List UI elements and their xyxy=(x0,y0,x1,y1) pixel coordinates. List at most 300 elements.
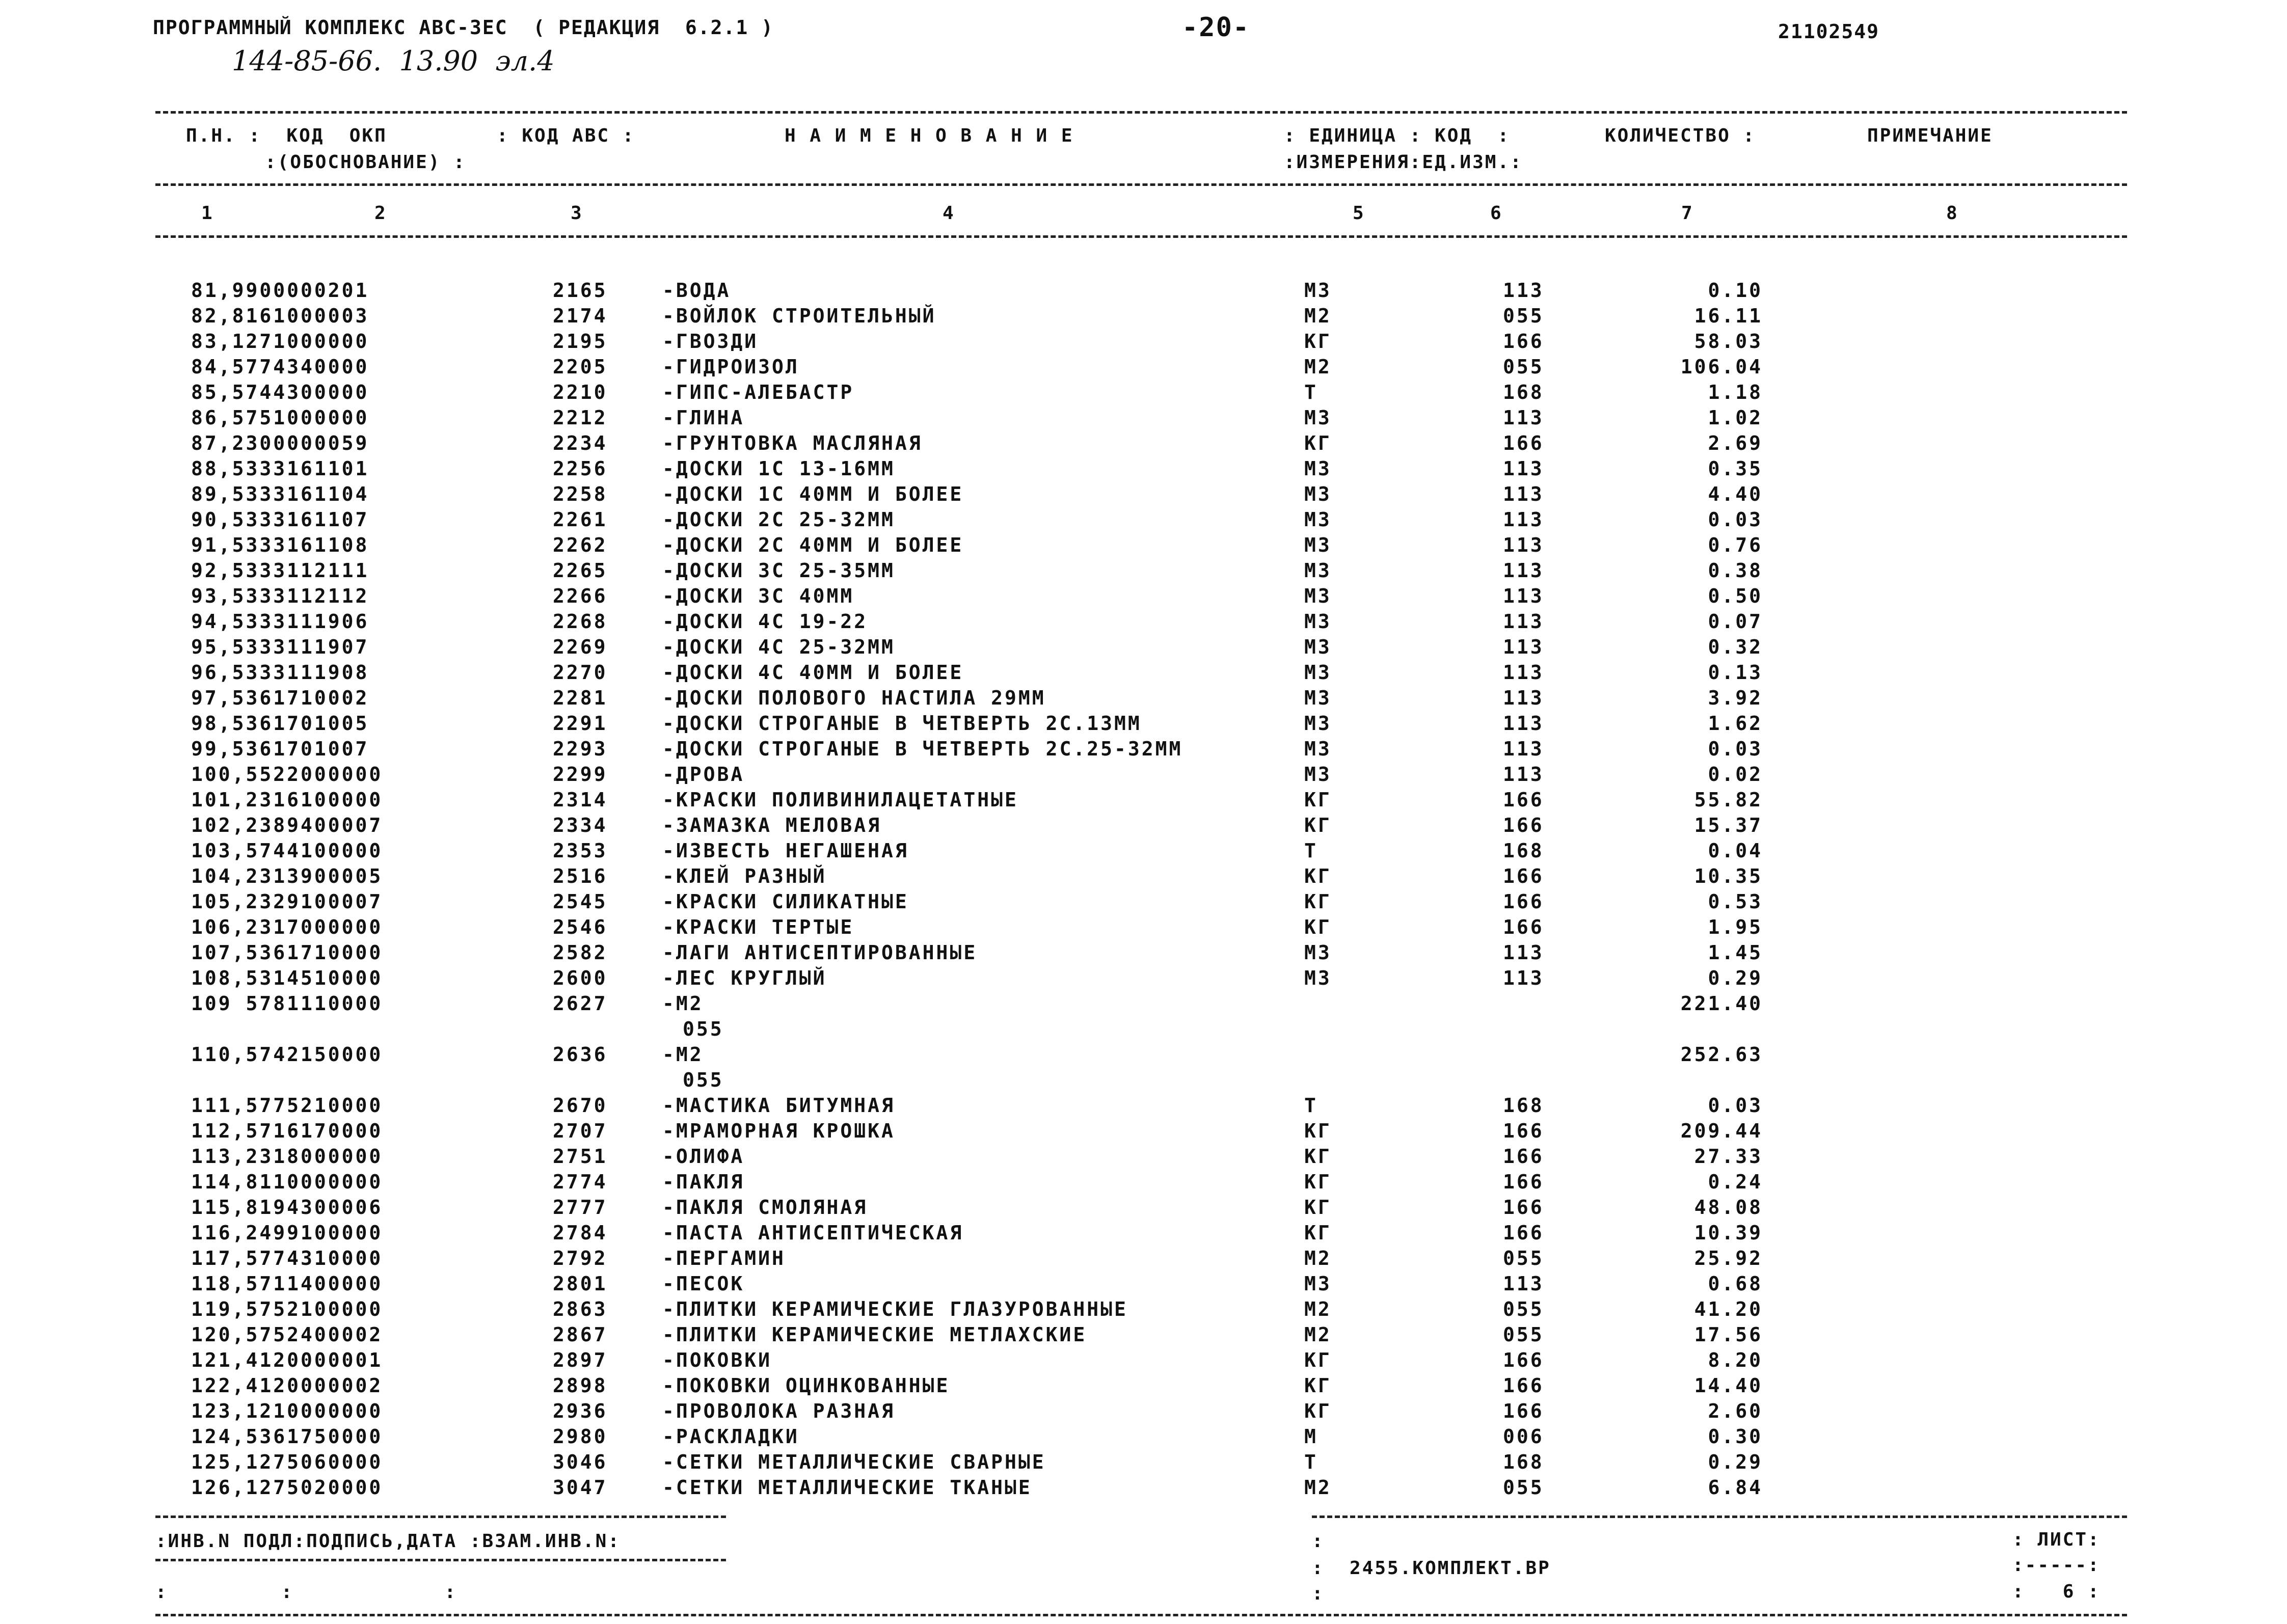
row-unit: КГ xyxy=(1304,865,1332,887)
col-number-8: 8 xyxy=(1946,203,1959,224)
row-unit: КГ xyxy=(1304,1145,1332,1168)
row-name: -КРАСКИ СИЛИКАТНЫЕ xyxy=(662,890,909,913)
row-unit: М3 xyxy=(1304,636,1332,658)
row-name: -ПОКОВКИ xyxy=(662,1349,772,1371)
row-name: -ДОСКИ 4С 40ММ И БОЛЕЕ xyxy=(662,661,964,684)
row-pn-okp: 91,5333161108 xyxy=(191,534,369,556)
row-name: -ГИДРОИЗОЛ xyxy=(662,356,799,378)
row-unit: КГ xyxy=(1304,432,1332,454)
table-row xyxy=(0,610,2287,636)
table-row xyxy=(0,1323,2287,1349)
signature-field-separators: : : : xyxy=(155,1582,458,1603)
row-abc-code: 2174 xyxy=(553,305,608,327)
row-abc-code: 2784 xyxy=(553,1222,608,1244)
table-row xyxy=(0,789,2287,814)
row-pn-okp: 85,5744300000 xyxy=(191,381,369,403)
row-quantity: 58.03 xyxy=(1694,330,1763,353)
row-unit-code: 113 xyxy=(1503,636,1544,658)
row-name: -КРАСКИ ТЕРТЫЕ xyxy=(662,916,854,938)
row-pn-okp: 113,2318000000 xyxy=(191,1145,383,1168)
col-header-name: Н А И М Е Н О В А Н И Е xyxy=(785,125,1074,146)
row-unit: М2 xyxy=(1304,1323,1332,1346)
row-abc-code: 2801 xyxy=(553,1273,608,1295)
row-unit-code: 113 xyxy=(1503,483,1544,505)
row-unit-code: 113 xyxy=(1503,508,1544,531)
row-name: -ДОСКИ 3С 40ММ xyxy=(662,585,854,607)
row-name: -ДРОВА xyxy=(662,763,745,786)
row-quantity: 2.60 xyxy=(1708,1400,1763,1422)
row-quantity: 1.45 xyxy=(1708,941,1763,964)
row-quantity: 1.62 xyxy=(1708,712,1763,735)
row-name: -ПАСТА АНТИСЕПТИЧЕСКАЯ xyxy=(662,1222,964,1244)
row-abc-code: 2600 xyxy=(553,967,608,989)
sheet-number: : 6 : xyxy=(2012,1581,2101,1602)
row-unit: М2 xyxy=(1304,1476,1332,1499)
row-unit-code: 113 xyxy=(1503,941,1544,964)
table-row xyxy=(0,1196,2287,1222)
row-abc-code: 2707 xyxy=(553,1120,608,1142)
table-row xyxy=(0,585,2287,610)
row-unit-code: 166 xyxy=(1503,1400,1544,1422)
row-unit: КГ xyxy=(1304,916,1332,938)
table-row xyxy=(0,636,2287,661)
row-abc-code: 2863 xyxy=(553,1298,608,1320)
table-row xyxy=(0,1451,2287,1476)
col-number-6: 6 xyxy=(1490,203,1503,224)
row-unit-code: 113 xyxy=(1503,279,1544,302)
row-name: -ДОСКИ СТРОГАНЫЕ В ЧЕТВЕРТЬ 2С.25-32ММ xyxy=(662,738,1183,760)
row-name: -ПЕСОК xyxy=(662,1273,745,1295)
row-quantity: 6.84 xyxy=(1708,1476,1763,1499)
footer-colon-bottom: : xyxy=(1312,1583,1325,1604)
row-unit: М3 xyxy=(1304,279,1332,302)
row-pn-okp: 124,5361750000 xyxy=(191,1425,383,1448)
row-abc-code: 2546 xyxy=(553,916,608,938)
row-name: -ГВОЗДИ xyxy=(662,330,759,353)
row-quantity: 209.44 xyxy=(1680,1120,1763,1142)
col-number-2: 2 xyxy=(374,203,387,224)
row-unit-code: 166 xyxy=(1503,330,1544,353)
row-abc-code: 2268 xyxy=(553,610,608,633)
row-quantity: 14.40 xyxy=(1694,1374,1763,1397)
row-unit-code: 006 xyxy=(1503,1425,1544,1448)
row-unit-code: 113 xyxy=(1503,687,1544,709)
row-quantity: 48.08 xyxy=(1694,1196,1763,1219)
row-quantity: 3.92 xyxy=(1708,687,1763,709)
col-header-unit-code-sub: :ИЗМЕРЕНИЯ:ЕД.ИЗМ.: xyxy=(1284,152,1523,173)
table-row xyxy=(0,457,2287,483)
table-row xyxy=(0,1400,2287,1425)
row-pn-okp: 115,8194300006 xyxy=(191,1196,383,1219)
row-name: -СЕТКИ МЕТАЛЛИЧЕСКИЕ ТКАНЫЕ xyxy=(662,1476,1032,1499)
row-name: -ДОСКИ 1С 40ММ И БОЛЕЕ xyxy=(662,483,964,505)
table-row xyxy=(0,559,2287,585)
row-abc-code: 2582 xyxy=(553,941,608,964)
table-row xyxy=(0,1374,2287,1400)
table-row xyxy=(0,712,2287,738)
row-name: -ВОЙЛОК СТРОИТЕЛЬНЫЙ xyxy=(662,305,936,327)
row-abc-code: 2670 xyxy=(553,1094,608,1117)
table-row xyxy=(0,738,2287,763)
row-name: -ДОСКИ 4С 19-22 xyxy=(662,610,868,633)
row-name: -ВОДА xyxy=(662,279,731,302)
table-row xyxy=(0,1222,2287,1247)
handwritten-note: 144-85-66. 13.90 эл.4 xyxy=(232,45,555,77)
row-abc-code: 2936 xyxy=(553,1400,608,1422)
row-unit: КГ xyxy=(1304,890,1332,913)
row-pn-okp: 126,1275020000 xyxy=(191,1476,383,1499)
row-abc-code: 2261 xyxy=(553,508,608,531)
row-pn-okp: 98,5361701005 xyxy=(191,712,369,735)
row-unit-code: 055 xyxy=(1503,356,1544,378)
col-header-basis: :(ОБОСНОВАНИЕ) : xyxy=(265,152,466,173)
row-abc-code: 2195 xyxy=(553,330,608,353)
row-name: -ДОСКИ 2С 40ММ И БОЛЕЕ xyxy=(662,534,964,556)
table-row xyxy=(0,1094,2287,1120)
row-pn-okp: 89,5333161104 xyxy=(191,483,369,505)
row-quantity: 0.32 xyxy=(1708,636,1763,658)
table-row xyxy=(0,941,2287,967)
row-unit: М3 xyxy=(1304,457,1332,480)
row-pn-okp: 123,1210000000 xyxy=(191,1400,383,1422)
row-pn-okp: 99,5361701007 xyxy=(191,738,369,760)
row-quantity: 1.02 xyxy=(1708,407,1763,429)
row-pn-okp: 111,5775210000 xyxy=(191,1094,383,1117)
row-unit: М3 xyxy=(1304,534,1332,556)
table-row xyxy=(0,1043,2287,1069)
table-row xyxy=(0,814,2287,840)
row-abc-code: 2256 xyxy=(553,457,608,480)
footer-rule-right-top xyxy=(1312,1515,2127,1518)
row-name: -ЛАГИ АНТИСЕПТИРОВАННЫЕ xyxy=(662,941,978,964)
row-unit-code: 166 xyxy=(1503,890,1544,913)
table-row xyxy=(0,1425,2287,1451)
row-name: -КРАСКИ ПОЛИВИНИЛАЦЕТАТНЫЕ xyxy=(662,789,1018,811)
row-unit: М3 xyxy=(1304,763,1332,786)
table-row xyxy=(0,432,2287,457)
row-unit-code: 113 xyxy=(1503,712,1544,735)
col-header-remarks: ПРИМЕЧАНИЕ xyxy=(1867,125,1993,146)
page-marker: -20- xyxy=(1182,12,1250,43)
row-quantity: 0.50 xyxy=(1708,585,1763,607)
row-pn-okp: 82,8161000003 xyxy=(191,305,369,327)
header-rule-mid xyxy=(155,183,2127,186)
row-pn-okp: 95,5333111907 xyxy=(191,636,369,658)
row-name: -ПОКОВКИ ОЦИНКОВАННЫЕ xyxy=(662,1374,950,1397)
row-pn-okp: 93,5333112112 xyxy=(191,585,369,607)
row-unit-code: 113 xyxy=(1503,763,1544,786)
row-unit-code: 166 xyxy=(1503,1374,1544,1397)
row-quantity: 221.40 xyxy=(1680,992,1763,1015)
row-pn-okp: 104,2313900005 xyxy=(191,865,383,887)
row-unit-code: 166 xyxy=(1503,865,1544,887)
row-unit-code: 113 xyxy=(1503,559,1544,582)
col-number-1: 1 xyxy=(201,203,214,224)
row-name: -ГИПС-АЛЕБАСТР xyxy=(662,381,854,403)
row-pn-okp: 90,5333161107 xyxy=(191,508,369,531)
row-unit: Т xyxy=(1304,1451,1318,1473)
sheet-separator: :-----: xyxy=(2012,1555,2101,1576)
row-abc-code: 2867 xyxy=(553,1323,608,1346)
row-unit: КГ xyxy=(1304,1196,1332,1219)
row-unit: М2 xyxy=(1304,305,1332,327)
row-pn-okp: 81,9900000201 xyxy=(191,279,369,302)
row-abc-code: 2353 xyxy=(553,840,608,862)
row-unit-code: 168 xyxy=(1503,381,1544,403)
table-row xyxy=(0,534,2287,559)
table-row xyxy=(0,1298,2287,1323)
row-abc-code: 2980 xyxy=(553,1425,608,1448)
table-row xyxy=(0,1476,2287,1502)
row-quantity: 8.20 xyxy=(1708,1349,1763,1371)
row-quantity: 0.35 xyxy=(1708,457,1763,480)
row-unit-code: 055 xyxy=(1503,1247,1544,1269)
row-abc-code: 2266 xyxy=(553,585,608,607)
row-unit: КГ xyxy=(1304,789,1332,811)
row-pn-okp: 94,5333111906 xyxy=(191,610,369,633)
row-unit: КГ xyxy=(1304,1374,1332,1397)
row-unit-code: 113 xyxy=(1503,610,1544,633)
row-abc-code: 2516 xyxy=(553,865,608,887)
row-name: -ДОСКИ ПОЛОВОГО НАСТИЛА 29ММ xyxy=(662,687,1046,709)
row-quantity: 0.38 xyxy=(1708,559,1763,582)
row-unit-code-continuation: 055 xyxy=(683,1069,724,1091)
row-unit-code: 113 xyxy=(1503,1273,1544,1295)
row-quantity: 16.11 xyxy=(1694,305,1763,327)
row-abc-code: 2269 xyxy=(553,636,608,658)
row-unit: М2 xyxy=(1304,1298,1332,1320)
row-pn-okp: 120,5752400002 xyxy=(191,1323,383,1346)
table-row xyxy=(0,483,2287,508)
row-name: -ИЗВЕСТЬ НЕГАШЕНАЯ xyxy=(662,840,909,862)
row-unit: М2 xyxy=(1304,356,1332,378)
col-header-quantity: КОЛИЧЕСТВО : xyxy=(1605,125,1756,146)
row-pn-okp: 92,5333112111 xyxy=(191,559,369,582)
row-pn-okp: 108,5314510000 xyxy=(191,967,383,989)
row-quantity: 0.03 xyxy=(1708,1094,1763,1117)
row-unit-code: 113 xyxy=(1503,967,1544,989)
row-quantity: 0.03 xyxy=(1708,738,1763,760)
table-row xyxy=(0,407,2287,432)
table-row xyxy=(0,330,2287,356)
row-unit-code: 166 xyxy=(1503,1349,1544,1371)
row-pn-okp: 97,5361710002 xyxy=(191,687,369,709)
row-quantity: 0.76 xyxy=(1708,534,1763,556)
header-rule-bottom xyxy=(155,235,2127,238)
row-unit: М xyxy=(1304,1425,1318,1448)
table-row xyxy=(0,508,2287,534)
row-abc-code: 2777 xyxy=(553,1196,608,1219)
row-unit: КГ xyxy=(1304,1171,1332,1193)
row-quantity: 17.56 xyxy=(1694,1323,1763,1346)
row-unit-code: 113 xyxy=(1503,457,1544,480)
row-unit: М3 xyxy=(1304,1273,1332,1295)
row-unit: М3 xyxy=(1304,661,1332,684)
row-quantity: 27.33 xyxy=(1694,1145,1763,1168)
row-quantity: 4.40 xyxy=(1708,483,1763,505)
row-name: -М2 xyxy=(662,992,704,1015)
row-name: -ПЕРГАМИН xyxy=(662,1247,786,1269)
row-unit: КГ xyxy=(1304,1349,1332,1371)
row-abc-code: 2212 xyxy=(553,407,608,429)
row-unit-code: 166 xyxy=(1503,1196,1544,1219)
row-quantity: 1.18 xyxy=(1708,381,1763,403)
row-abc-code: 3046 xyxy=(553,1451,608,1473)
row-pn-okp: 125,1275060000 xyxy=(191,1451,383,1473)
table-row xyxy=(0,356,2287,381)
row-quantity: 0.02 xyxy=(1708,763,1763,786)
row-abc-code: 2262 xyxy=(553,534,608,556)
row-pn-okp: 101,2316100000 xyxy=(191,789,383,811)
row-unit-code: 113 xyxy=(1503,738,1544,760)
row-quantity: 0.13 xyxy=(1708,661,1763,684)
row-name: -ГРУНТОВКА МАСЛЯНАЯ xyxy=(662,432,923,454)
footer-colon-top: : xyxy=(1312,1531,1325,1552)
row-abc-code: 2636 xyxy=(553,1043,608,1066)
row-pn-okp: 84,5774340000 xyxy=(191,356,369,378)
program-title: ПРОГРАММНЫЙ КОМПЛЕКС АВС-3ЕС ( РЕДАКЦИЯ 6.2.1 ) xyxy=(153,16,774,39)
row-unit: М3 xyxy=(1304,687,1332,709)
row-pn-okp: 117,5774310000 xyxy=(191,1247,383,1269)
row-unit: М3 xyxy=(1304,738,1332,760)
row-unit-code: 166 xyxy=(1503,789,1544,811)
row-abc-code: 2210 xyxy=(553,381,608,403)
footer-rule-left-top xyxy=(155,1515,726,1518)
row-quantity: 15.37 xyxy=(1694,814,1763,836)
table-row xyxy=(0,1349,2287,1374)
row-unit: Т xyxy=(1304,840,1318,862)
table-row xyxy=(0,865,2287,890)
row-unit-code-continuation: 055 xyxy=(683,1018,724,1040)
table-row xyxy=(0,992,2287,1018)
row-quantity: 1.95 xyxy=(1708,916,1763,938)
row-unit-code: 166 xyxy=(1503,916,1544,938)
table-row xyxy=(0,1273,2287,1298)
row-quantity: 106.04 xyxy=(1680,356,1763,378)
row-abc-code: 2205 xyxy=(553,356,608,378)
row-quantity: 0.53 xyxy=(1708,890,1763,913)
row-name: -КЛЕЙ РАЗНЫЙ xyxy=(662,865,827,887)
row-unit: КГ xyxy=(1304,330,1332,353)
row-quantity: 252.63 xyxy=(1680,1043,1763,1066)
row-name: -ПАКЛЯ СМОЛЯНАЯ xyxy=(662,1196,868,1219)
row-abc-code: 2293 xyxy=(553,738,608,760)
row-unit: М3 xyxy=(1304,407,1332,429)
signature-fields: :ИНВ.N ПОДЛ:ПОДПИСЬ,ДАТА :ВЗАМ.ИНВ.N: xyxy=(155,1531,621,1552)
table-row xyxy=(0,661,2287,687)
sheet-label: : ЛИСТ: xyxy=(2012,1529,2101,1550)
row-quantity: 0.24 xyxy=(1708,1171,1763,1193)
row-pn-okp: 116,2499100000 xyxy=(191,1222,383,1244)
document-code: : 2455.КОМПЛЕКТ.ВР xyxy=(1312,1558,1551,1579)
row-quantity: 25.92 xyxy=(1694,1247,1763,1269)
row-name: -СЕТКИ МЕТАЛЛИЧЕСКИЕ СВАРНЫЕ xyxy=(662,1451,1046,1473)
row-unit: Т xyxy=(1304,1094,1318,1117)
row-unit-code: 113 xyxy=(1503,585,1544,607)
table-row xyxy=(0,840,2287,865)
row-unit-code: 055 xyxy=(1503,1476,1544,1499)
row-quantity: 10.35 xyxy=(1694,865,1763,887)
row-unit-code: 055 xyxy=(1503,305,1544,327)
header-rule-top xyxy=(155,111,2127,114)
row-abc-code: 2545 xyxy=(553,890,608,913)
row-unit: М3 xyxy=(1304,483,1332,505)
row-quantity: 2.69 xyxy=(1708,432,1763,454)
row-quantity: 0.29 xyxy=(1708,1451,1763,1473)
row-name: -ДОСКИ 2С 25-32ММ xyxy=(662,508,895,531)
table-row xyxy=(0,967,2287,992)
table-row xyxy=(0,890,2287,916)
row-name: -ДОСКИ 4С 25-32ММ xyxy=(662,636,895,658)
row-pn-okp: 122,4120000002 xyxy=(191,1374,383,1397)
row-name: -ДОСКИ 3С 25-35ММ xyxy=(662,559,895,582)
row-name: -ДОСКИ СТРОГАНЫЕ В ЧЕТВЕРТЬ 2С.13ММ xyxy=(662,712,1142,735)
row-name: -М2 xyxy=(662,1043,704,1066)
row-abc-code: 2792 xyxy=(553,1247,608,1269)
row-name: -ЗАМАЗКА МЕЛОВАЯ xyxy=(662,814,882,836)
footer-rule-left-mid xyxy=(155,1559,726,1561)
row-name: -ЛЕС КРУГЛЫЙ xyxy=(662,967,827,989)
table-row xyxy=(0,279,2287,305)
table-row xyxy=(0,763,2287,789)
row-unit: М3 xyxy=(1304,559,1332,582)
row-unit: М3 xyxy=(1304,508,1332,531)
row-name: -ГЛИНА xyxy=(662,407,745,429)
row-abc-code: 2334 xyxy=(553,814,608,836)
row-unit-code: 166 xyxy=(1503,432,1544,454)
table-row xyxy=(0,381,2287,407)
table-row xyxy=(0,687,2287,712)
row-pn-okp: 88,5333161101 xyxy=(191,457,369,480)
row-quantity: 0.10 xyxy=(1708,279,1763,302)
row-name: -ПЛИТКИ КЕРАМИЧЕСКИЕ МЕТЛАХСКИЕ xyxy=(662,1323,1087,1346)
row-pn-okp: 87,2300000059 xyxy=(191,432,369,454)
row-unit: КГ xyxy=(1304,1222,1332,1244)
row-unit: КГ xyxy=(1304,814,1332,836)
row-abc-code: 2270 xyxy=(553,661,608,684)
row-pn-okp: 112,5716170000 xyxy=(191,1120,383,1142)
row-pn-okp: 105,2329100007 xyxy=(191,890,383,913)
row-pn-okp: 106,2317000000 xyxy=(191,916,383,938)
row-name: -ДОСКИ 1С 13-16ММ xyxy=(662,457,895,480)
row-pn-okp: 100,5522000000 xyxy=(191,763,383,786)
row-pn-okp: 109 5781110000 xyxy=(191,992,383,1015)
table-row xyxy=(0,916,2287,941)
row-quantity: 0.04 xyxy=(1708,840,1763,862)
row-unit-code: 055 xyxy=(1503,1323,1544,1346)
row-quantity: 41.20 xyxy=(1694,1298,1763,1320)
row-pn-okp: 118,5711400000 xyxy=(191,1273,383,1295)
table-row xyxy=(0,1120,2287,1145)
row-name: -ОЛИФА xyxy=(662,1145,745,1168)
row-pn-okp: 114,8110000000 xyxy=(191,1171,383,1193)
col-header-pn-okp: П.Н. : КОД ОКП xyxy=(186,125,387,146)
table-row xyxy=(0,1171,2287,1196)
row-pn-okp: 103,5744100000 xyxy=(191,840,383,862)
row-name: -ПАКЛЯ xyxy=(662,1171,745,1193)
row-pn-okp: 121,4120000001 xyxy=(191,1349,383,1371)
row-abc-code: 2627 xyxy=(553,992,608,1015)
row-abc-code: 2258 xyxy=(553,483,608,505)
row-pn-okp: 107,5361710000 xyxy=(191,941,383,964)
row-abc-code: 2281 xyxy=(553,687,608,709)
col-header-unit-code: : ЕДИНИЦА : КОД : xyxy=(1284,125,1511,146)
row-abc-code: 2265 xyxy=(553,559,608,582)
row-quantity: 55.82 xyxy=(1694,789,1763,811)
row-unit: Т xyxy=(1304,381,1318,403)
row-quantity: 0.68 xyxy=(1708,1273,1763,1295)
table-row xyxy=(0,1247,2287,1273)
